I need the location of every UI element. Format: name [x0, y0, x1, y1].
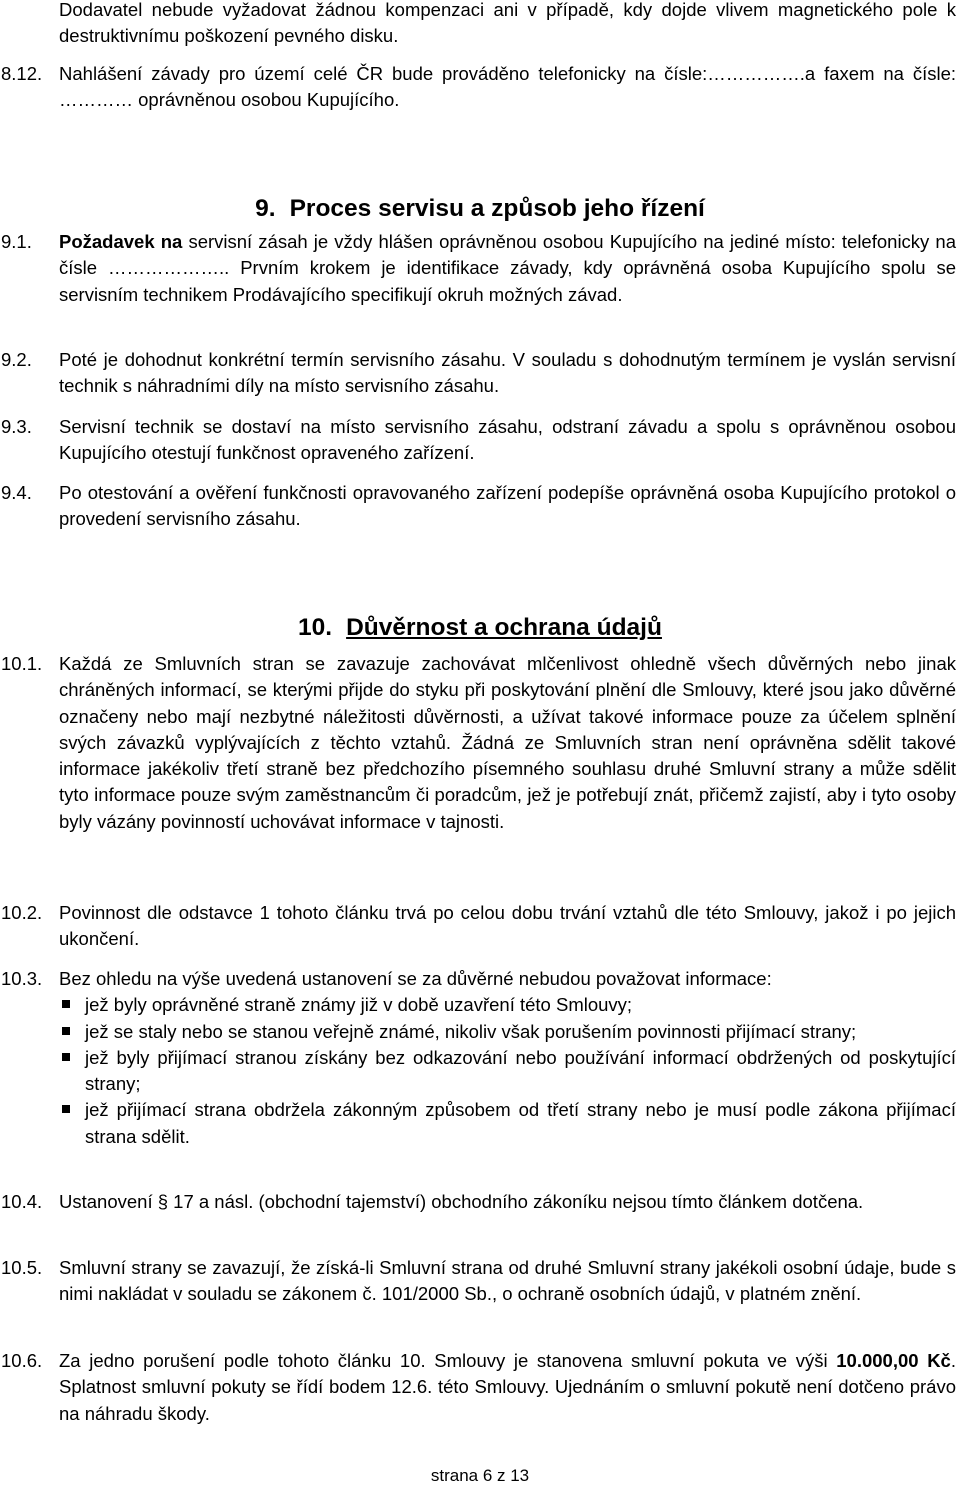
- section-title: Proces servisu a způsob jeho řízení: [289, 195, 705, 222]
- paragraph-text: Požadavek na servisní zásah je vždy hlášen oprávněnou osobou Kupujícího na jediné místo: telefonicky na čísle ……………….. Prvním krokem je identifikace závady, kdy oprávněná osoba Kupujícího spolu se servisním technikem Prodávajícího specifikují okruh možných závad.: [59, 231, 956, 305]
- section-number: 10.: [298, 614, 333, 641]
- paragraph-10-6: [0, 1348, 960, 1427]
- paragraph-9-2: [0, 347, 960, 400]
- paragraph-text: Ustanovení § 17 a násl. (obchodní tajemství) obchodního zákoníku nejsou tímto článkem dotčena.: [59, 1191, 864, 1212]
- paragraph-9-3: [0, 414, 960, 467]
- paragraph-number: 10.5.: [1, 1257, 43, 1278]
- paragraph-text: Smluvní strany se zavazují, že získá-li Smluvní strana od druhé Smluvní strany jakékoli osobní údaje, bude s nimi nakládat v souladu se zákonem č. 101/2000 Sb., o ochraně osobních údajů, v platném znění.: [59, 1257, 956, 1305]
- bullet-icon: [62, 1000, 70, 1008]
- list-item: jež byly oprávněné straně známy již v době uzavření této Smlouvy;: [0, 992, 956, 1018]
- paragraph-10-4: [0, 1189, 960, 1215]
- penalty-amount: 10.000,00 Kč: [836, 1350, 951, 1371]
- paragraph-number: 8.12.: [1, 63, 43, 84]
- paragraph-text: Servisní technik se dostaví na místo servisního zásahu, odstraní závadu a spolu s oprávněnou osobou Kupujícího otestují funkčnost opraveného zařízení.: [59, 416, 956, 464]
- paragraph-8-12: [0, 61, 960, 114]
- section-title: Důvěrnost a ochrana údajů: [346, 614, 662, 641]
- page-footer: strana 6 z 13: [430, 1466, 530, 1485]
- paragraph-text: Po otestování a ověření funkčnosti opravovaného zařízení podepíše oprávněná osoba Kupujícího protokol o provedení servisního zásahu.: [59, 482, 956, 530]
- paragraph-number: 9.3.: [1, 416, 32, 437]
- paragraph-text: Poté je dohodnut konkrétní termín servisního zásahu. V souladu s dohodnutým termínem je vyslán servisní technik s náhradními díly na místo servisního zásahu.: [59, 349, 956, 397]
- bullet-icon: [62, 1105, 70, 1113]
- paragraph-9-4: [0, 480, 960, 533]
- paragraph-10-1: [0, 651, 960, 835]
- paragraph-number: 10.6.: [1, 1350, 43, 1371]
- list-item: jež byly přijímací stranou získány bez odkazování nebo používání informací obdržených od poskytující strany;: [0, 1045, 956, 1098]
- continuation-paragraph: Dodavatel nebude vyžadovat žádnou kompenzaci ani v případě, kdy dojde vlivem magnetického pole k destruktivnímu poškození pevného disku.: [59, 0, 956, 47]
- paragraph-number: 10.3.: [1, 968, 43, 989]
- paragraph-number: 10.4.: [1, 1191, 43, 1212]
- paragraph-text: Každá ze Smluvních stran se zavazuje zachovávat mlčenlivost ohledně všech důvěrných nebo jinak chráněných informací, se kterými přijde do styku při poskytování plnění dle Smlouvy, které jsou jako důvěrné označeny nebo mají nezbytné náležitosti důvěrnosti, a užívat takové informace pouze za účelem splnění svých závazků vyplývajících z těchto vztahů. Žádná ze Smluvních stran není oprávněna sdělit takové informace jakékoliv třetí straně bez předchozího písemného souhlasu druhé Smluvní strany a může sdělit tyto informace pouze svým zaměstnancům či poradcům, jež je potřebují znát, přičemž zajistí, aby i tyto osoby byly vázány povinností uchovávat informace v tajnosti.: [59, 653, 956, 832]
- paragraph-text: Nahlášení závady pro území celé ČR bude prováděno telefonicky na čísle:…………….a faxem na čísle: ………… oprávněnou osobou Kupujícího.: [59, 63, 956, 111]
- paragraph-text: Povinnost dle odstavce 1 tohoto článku trvá po celou dobu trvání vztahů dle této Smlouvy, jakož i po jejich ukončení.: [59, 902, 956, 950]
- paragraph-text: Za jedno porušení podle tohoto článku 10. Smlouvy je stanovena smluvní pokuta ve výši 10.000,00 Kč. Splatnost smluvní pokuty se řídí bodem 12.6. této Smlouvy. Ujednáním o smluvní pokutě není dotčeno právo na náhradu škody.: [59, 1350, 956, 1424]
- paragraph-9-1: [0, 229, 960, 308]
- paragraph-text: Bez ohledu na výše uvedená ustanovení se za důvěrné nebudou považovat informace:: [59, 968, 772, 989]
- paragraph-10-3: [0, 966, 960, 1150]
- paragraph-number: 10.2.: [1, 902, 43, 923]
- paragraph-number: 9.2.: [1, 349, 32, 370]
- paragraph-10-2: [0, 900, 960, 953]
- section-9-heading: [0, 195, 960, 223]
- paragraph-number: 10.1.: [1, 653, 43, 674]
- paragraph-10-5: [0, 1255, 960, 1308]
- list-item: jež se staly nebo se stanou veřejně známé, nikoliv však porušením povinnosti přijímací strany;: [0, 1019, 956, 1045]
- list-item: jež přijímací strana obdržela zákonným způsobem od třetí strany nebo je musí podle zákona přijímací strana sdělit.: [0, 1097, 956, 1150]
- bullet-icon: [62, 1053, 70, 1061]
- exception-list: [0, 992, 960, 1150]
- paragraph-number: 9.4.: [1, 482, 32, 503]
- paragraph-lead: Požadavek na: [59, 231, 183, 252]
- paragraph-number: 9.1.: [1, 231, 32, 252]
- section-number: 9.: [255, 195, 276, 222]
- bullet-icon: [62, 1027, 70, 1035]
- section-10-heading: [0, 614, 960, 642]
